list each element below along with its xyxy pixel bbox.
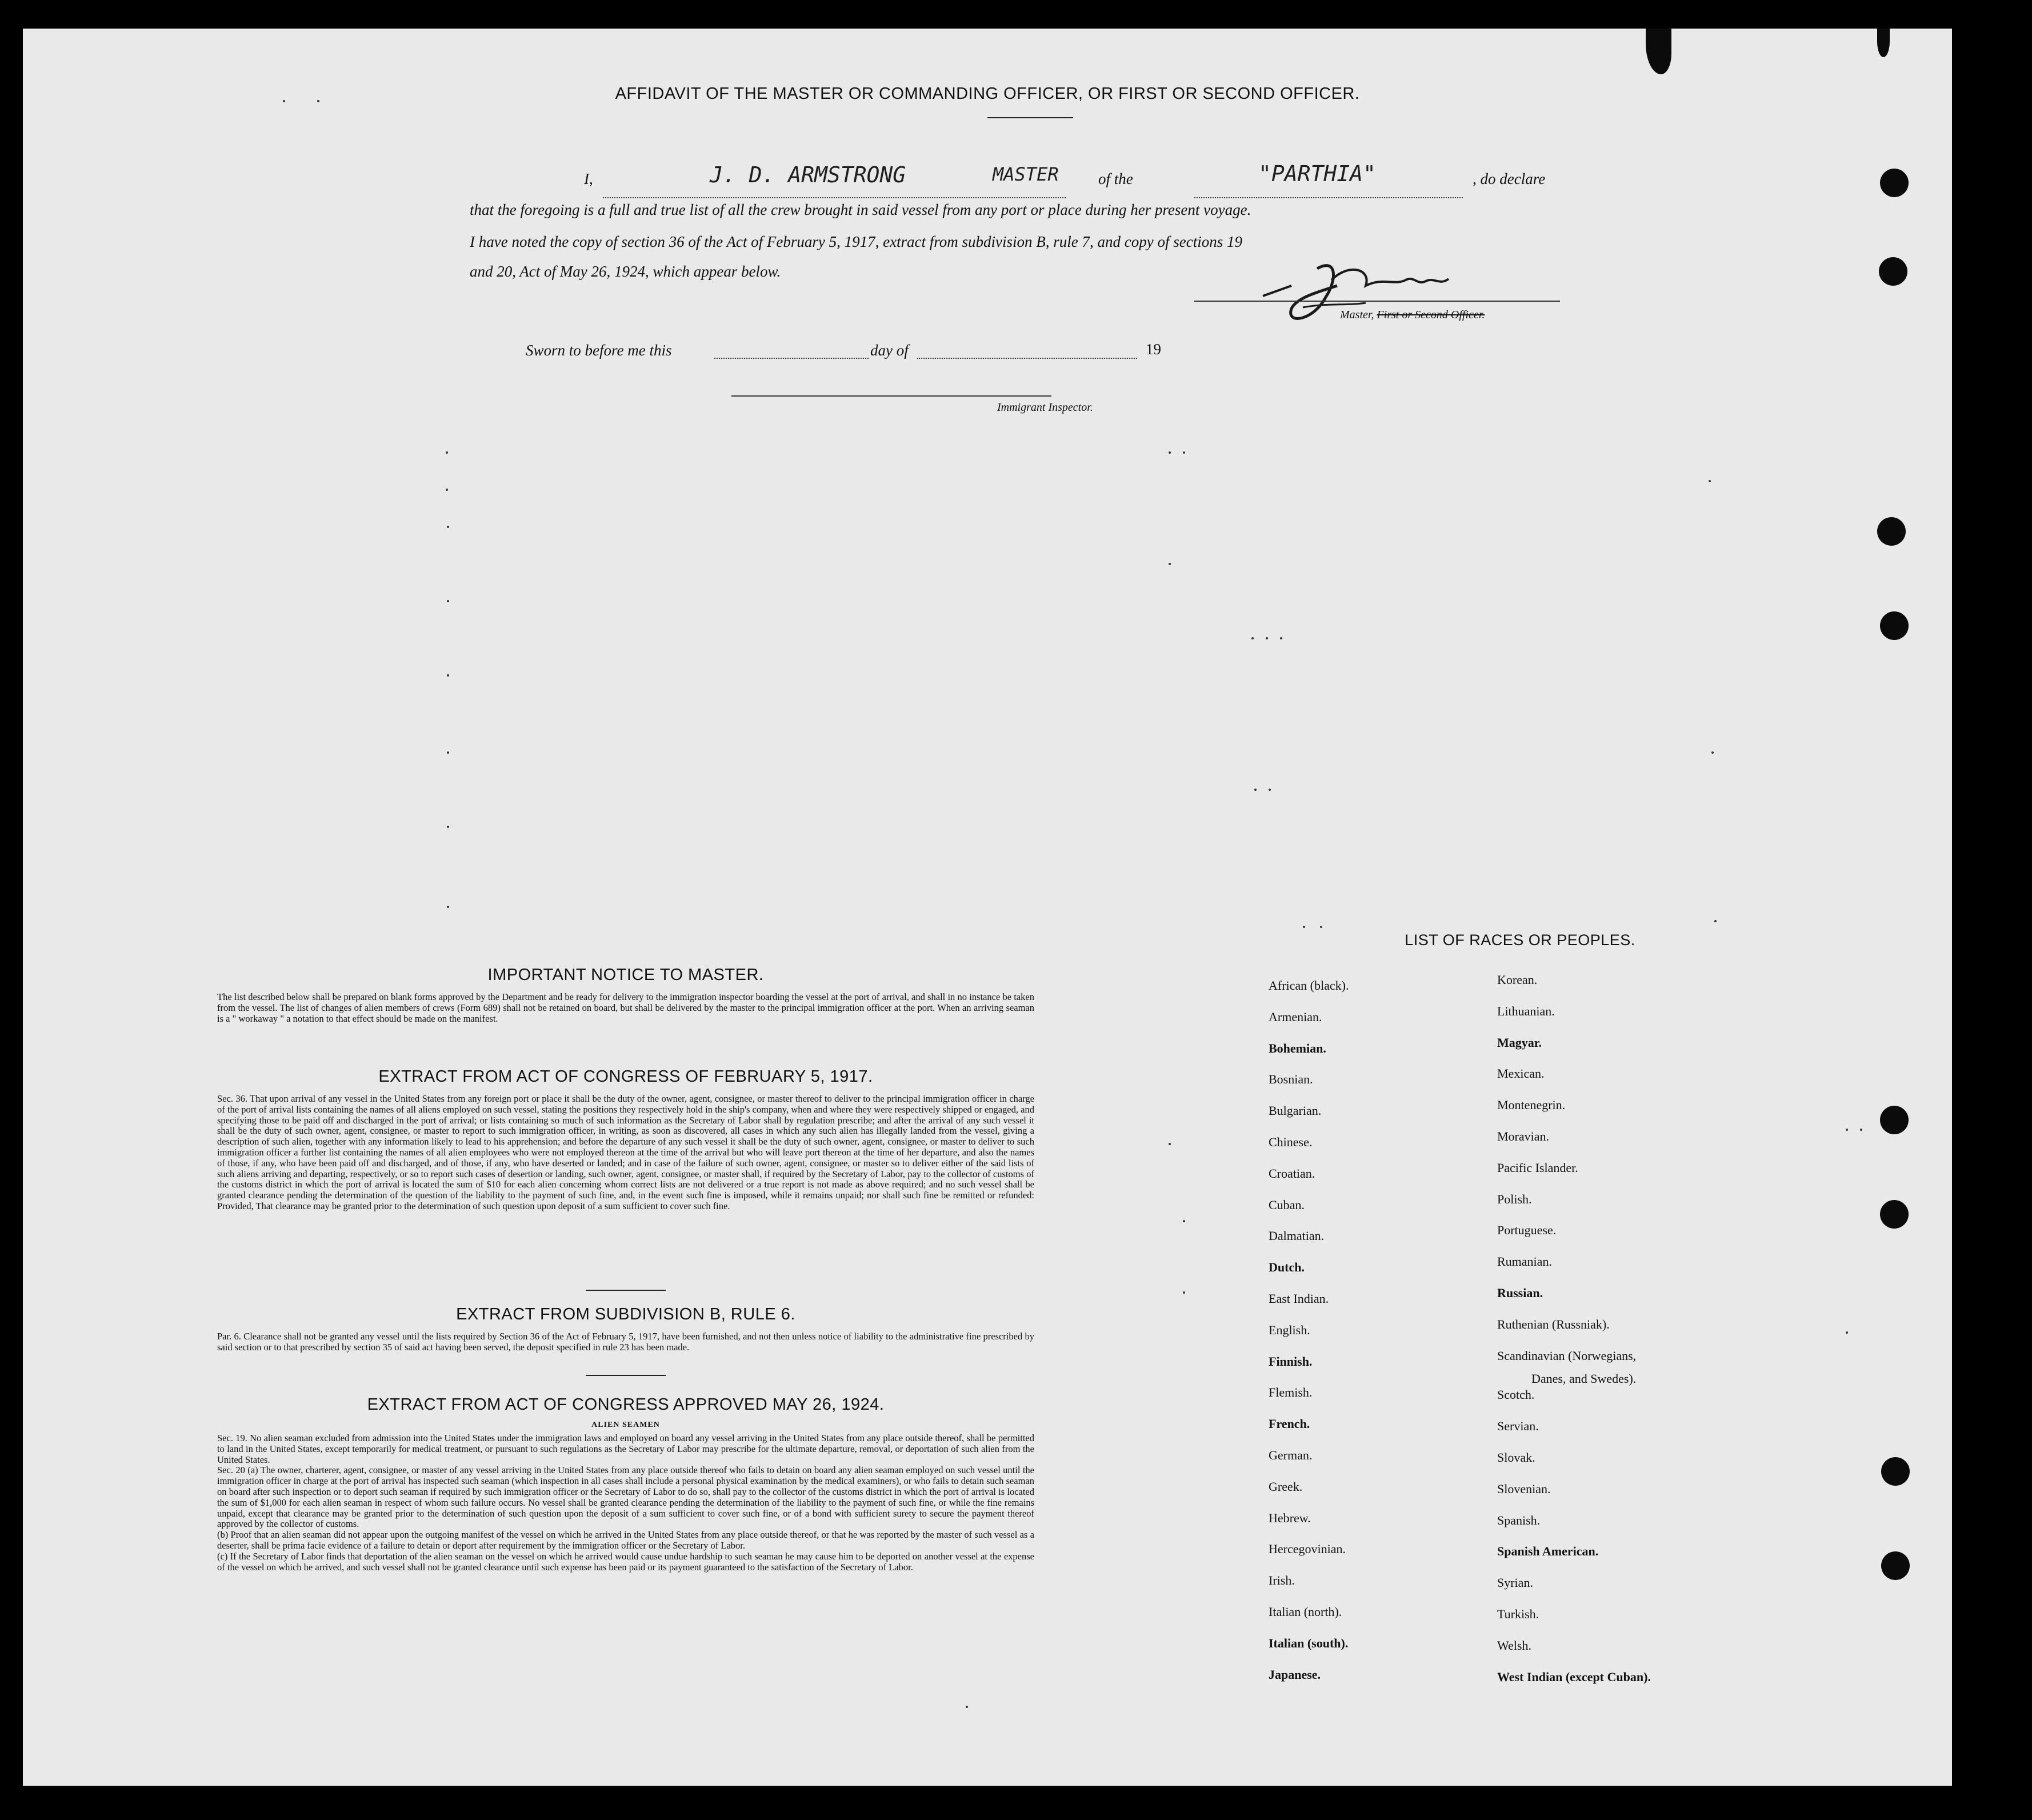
race-item: Moravian. — [1497, 1129, 1550, 1143]
sworn-prefix: Sworn to before me this — [526, 342, 672, 359]
race-item: Mexican. — [1497, 1066, 1545, 1081]
race-item: Flemish. — [1269, 1385, 1313, 1399]
race-item: Italian (south). — [1269, 1636, 1349, 1650]
affidavit-line-3: I have noted the copy of section 36 of the Act of February 5, 1917, extract from subdivision B, rule 7, and copy of sections 19 — [470, 233, 1242, 250]
punch-hole — [1880, 1106, 1909, 1134]
caption-struck-officer: First or Second Officer. — [1377, 309, 1485, 321]
caption-master: Master, — [1340, 309, 1374, 321]
race-item: Slovak. — [1497, 1450, 1535, 1465]
sworn-month-blank — [917, 358, 1137, 359]
sec-19: Sec. 19. No alien seaman excluded from admission into the United States under the immigration laws and employed on board any vessel arriving in the United States from any place outside thereof, shall be permitted to land in the United States, except temporarily for medical treatment, or pursuant to such regulations as the Secretary of Labor may prescribe for the ultimate departure, removal, or deportation of such alien from the United States. — [217, 1433, 1034, 1465]
affidavit-line-4: and 20, Act of May 26, 1924, which appear below. — [470, 263, 781, 280]
inspector-signature-line — [731, 395, 1051, 397]
divider-1917 — [586, 1290, 666, 1291]
race-item: Servian. — [1497, 1419, 1539, 1433]
race-item: German. — [1269, 1448, 1313, 1462]
alien-seamen-subheading: ALIEN SEAMEN — [591, 1421, 660, 1429]
extract-1917-heading: EXTRACT FROM ACT OF CONGRESS OF FEBRUARY 5, 1917. — [378, 1067, 873, 1086]
race-item: East Indian. — [1269, 1291, 1329, 1306]
race-item: Portuguese. — [1497, 1223, 1557, 1237]
speck — [1169, 451, 1171, 454]
race-item: Dalmatian. — [1269, 1229, 1325, 1243]
speck — [1183, 451, 1185, 454]
punch-hole — [1880, 611, 1909, 640]
race-item: Spanish American. — [1497, 1544, 1599, 1558]
notice-heading: IMPORTANT NOTICE TO MASTER. — [487, 966, 764, 984]
document-page — [23, 29, 1952, 1786]
race-item: Cuban. — [1269, 1198, 1305, 1212]
ship-underline — [1194, 197, 1463, 198]
speck — [447, 526, 449, 528]
title-divider — [987, 117, 1073, 118]
notice-text: The list described below shall be prepared on blank forms approved by the Department and be ready for delivery to the immigration inspector boarding the vessel at the port of arrival, and shall in no instance be taken from the vessel. The list of changes of alien members of crews (Form 689) shall not be retained on board, but shall be delivered by the master to the principal immigration officer at the port. When an arriving seaman is a " workaway " a notation to that effect should be made on the manifest. — [217, 991, 1034, 1024]
race-item: African (black). — [1269, 978, 1349, 993]
race-item: Polish. — [1497, 1192, 1532, 1206]
speck — [1320, 926, 1322, 928]
race-item: Magyar. — [1497, 1035, 1542, 1050]
speck — [1266, 637, 1268, 639]
ship-name: "PARTHIA" — [1258, 161, 1376, 186]
speck — [447, 751, 449, 754]
race-item: Welsh. — [1497, 1638, 1531, 1653]
races-title: LIST OF RACES OR PEOPLES. — [1405, 931, 1635, 949]
speck — [1714, 920, 1717, 922]
speck — [1169, 1143, 1171, 1145]
race-item: English. — [1269, 1323, 1310, 1337]
race-item: Pacific Islander. — [1497, 1161, 1578, 1175]
speck — [447, 826, 449, 828]
officer-name: J. D. ARMSTRONG — [710, 162, 906, 187]
race-item: Greek. — [1269, 1479, 1303, 1494]
extract-1917-text: Sec. 36. That upon arrival of any vessel in the United States from any foreign port or place it shall be the duty of the owner, agent, consignee, or master thereof to deliver to the principal immigration officer in charge of the port of arrival lists containing the names of all aliens employed on such vessel, stating the positions they respectively hold in the ship's company, when and where they were respectively shipped or engaged, and specifying those to be paid off and discharged in the port of arrival; or lists containing so much of such information as the Secretary of Labor shall by regulation prescribe; and after the arrival of any such vessel it shall be the duty of such owner, agent, consignee, or master to report to such immigration officer, in writing, as soon as discovered, all cases in which any such alien has illegally landed from the vessel, giving a description of such alien, together with any information likely to lead to his apprehension; and before the departure of any such vessel it shall be the duty of such owner, agent, consignee, or master to deliver to such immigration officer a further list containing the names of all alien employees who were not employed thereon at the time of the arrival but who will leave port thereon at the time of her departure, and also the names of those, if any, who have been paid off and discharged, and of those, if any, who have deserted or landed; and in case of the failure of such owner, agent, consignee, or master so to deliver either of the said lists of such aliens arriving and departing, respectively, or so to report such cases of desertion or landing, such owner, agent, consignee, or master shall, if required by the Secretary of Labor, pay to the collector of customs of the customs district in which the port of arrival is located the sum of $10 for each alien concerning whom correct lists are not delivered or a true report is not made as above required; and no such vessel shall be granted clearance pending the determination of the question of the liability to the payment of such fine, and, in the event such fine is imposed, while it remains unpaid; nor shall such fine be remitted or refunded: Provided, That clearance may be granted prior to the determination of such question upon deposit of a sum sufficient to cover such fine. — [217, 1093, 1034, 1211]
speck — [283, 100, 285, 102]
speck — [1846, 1129, 1848, 1131]
speck — [1711, 751, 1714, 754]
race-item: Lithuanian. — [1497, 1004, 1555, 1018]
race-item: Japanese. — [1269, 1667, 1321, 1682]
sec-20c: (c) If the Secretary of Labor finds that deportation of the alien seaman on the vessel on which he arrived would cause undue hardship to such seaman he may cause him to be deported on another vessel at the expense of the vessel on which he arrived, and such vessel shall not be granted clearance until such expense has been paid or its payment guaranteed to the satisfaction of the Secretary of Labor. — [217, 1550, 1034, 1573]
race-item: Ruthenian (Russniak). — [1497, 1317, 1610, 1331]
extract-1924-text — [217, 1433, 1034, 1573]
speck — [447, 600, 449, 602]
sworn-year: 19 — [1146, 341, 1161, 358]
speck — [447, 906, 449, 908]
race-item: Chinese. — [1269, 1135, 1313, 1149]
speck — [1183, 1291, 1185, 1294]
tear-mark — [1877, 29, 1890, 57]
extract-1924-heading: EXTRACT FROM ACT OF CONGRESS APPROVED MAY 26, 1924. — [367, 1395, 885, 1414]
race-item: Armenian. — [1269, 1010, 1322, 1024]
punch-hole — [1880, 169, 1909, 197]
speck — [1183, 1220, 1185, 1222]
speck — [446, 451, 448, 454]
affidavit-title: AFFIDAVIT OF THE MASTER OR COMMANDING OFFICER, OR FIRST OR SECOND OFFICER. — [615, 85, 1360, 103]
race-item: Spanish. — [1497, 1513, 1541, 1527]
race-scandinavian-continued: Danes, and Swedes). — [1531, 1371, 1637, 1386]
tear-mark — [1646, 29, 1671, 74]
master-signature — [1251, 246, 1491, 337]
speck — [317, 100, 319, 102]
officer-rank: MASTER — [993, 163, 1059, 185]
race-item: Italian (north). — [1269, 1605, 1342, 1619]
divider-rule6 — [586, 1375, 666, 1376]
sec-20a: Sec. 20 (a) The owner, charterer, agent, consignee, or master of any vessel arriving in the United States from any place outside thereof who fails to detain on board any alien seaman employed on such vessel until the immigration officer in charge at the port of arrival has inspected such seaman (which inspection in all cases shall include a personal physical examination by the medical examiners), or who fails to detain such seaman on board after such inspection or to deport such seaman if required by such immigration officer or the Secretary of Labor to do so, shall pay to the collector of the customs district in which the port of arrival is located the sum of $1,000 for each alien seaman in respect of whom such failure occurs. No vessel shall be granted clearance pending the determination of the liability to the payment of such fine, or while the fine remains unpaid, except that clearance may be granted prior to the determination of such question upon the deposit of a sum sufficient to cover such fine, or of a bond with sufficient surety to secure the payment thereof approved by the collector of customs. — [217, 1465, 1034, 1530]
race-item: Scotch. — [1497, 1387, 1535, 1402]
speck — [1846, 1331, 1848, 1334]
affidavit-declare: , do declare — [1473, 170, 1546, 187]
speck — [1251, 637, 1254, 639]
race-item: Irish. — [1269, 1573, 1295, 1587]
race-item: Montenegrin. — [1497, 1098, 1566, 1112]
race-item: Bosnian. — [1269, 1072, 1313, 1086]
speck — [1254, 789, 1257, 791]
race-item: French. — [1269, 1417, 1310, 1431]
name-underline — [603, 197, 1066, 198]
rule6-text: Par. 6. Clearance shall not be granted any vessel until the lists required by Section 36 of the Act of February 5, 1917, have been furnished, and not then unless notice of liability to the administrative fine prescribed by said section or to that prescribed by section 35 of said act having been served, the deposit specified in rule 23 has been made. — [217, 1331, 1034, 1353]
race-item: West Indian (except Cuban). — [1497, 1670, 1651, 1684]
sworn-day-blank — [714, 358, 869, 359]
speck — [1709, 480, 1711, 482]
affidavit-i: I, — [584, 170, 593, 187]
race-item: Scandinavian (Norwegians, — [1497, 1349, 1637, 1363]
speck — [966, 1706, 968, 1708]
punch-hole — [1877, 517, 1906, 546]
race-item: Bulgarian. — [1269, 1103, 1322, 1118]
race-item: Turkish. — [1497, 1607, 1539, 1621]
speck — [446, 489, 448, 491]
affidavit-line-2: that the foregoing is a full and true list of all the crew brought in said vessel from any port or place during her present voyage. — [470, 201, 1251, 218]
race-item: Russian. — [1497, 1286, 1543, 1300]
race-item: Bohemian. — [1269, 1041, 1326, 1055]
race-item: Hebrew. — [1269, 1511, 1311, 1525]
speck — [1303, 926, 1305, 928]
inspector-caption: Immigrant Inspector. — [997, 401, 1093, 414]
punch-hole — [1879, 257, 1907, 286]
race-item: Finnish. — [1269, 1354, 1313, 1369]
race-item: Korean. — [1497, 973, 1538, 987]
race-item: Slovenian. — [1497, 1482, 1551, 1496]
speck — [1860, 1129, 1862, 1131]
speck — [1280, 637, 1282, 639]
race-item: Dutch. — [1269, 1260, 1305, 1274]
race-item: Croatian. — [1269, 1166, 1315, 1181]
punch-hole — [1880, 1200, 1909, 1229]
sworn-line — [526, 342, 672, 359]
signature-line — [1194, 301, 1560, 302]
race-item: Rumanian. — [1497, 1254, 1552, 1269]
race-item: Hercegovinian. — [1269, 1542, 1346, 1556]
speck — [1269, 789, 1271, 791]
rule6-heading: EXTRACT FROM SUBDIVISION B, RULE 6. — [456, 1305, 795, 1323]
punch-hole — [1881, 1457, 1910, 1486]
affidavit-of-the: of the — [1098, 170, 1133, 187]
signature-caption — [1340, 309, 1485, 322]
speck — [1169, 563, 1171, 565]
sec-20b: (b) Proof that an alien seaman did not appear upon the outgoing manifest of the vessel on which he arrived in the United States from any place outside thereof, or that he was reported by the master of such vessel as a deserter, shall be prima facie evidence of a failure to detain or deport after requirement by the immigration officer or the Secretary of Labor. — [217, 1529, 1034, 1551]
race-item: Syrian. — [1497, 1575, 1533, 1590]
punch-hole — [1881, 1551, 1910, 1580]
sworn-day: day of — [870, 342, 909, 359]
speck — [447, 674, 449, 677]
